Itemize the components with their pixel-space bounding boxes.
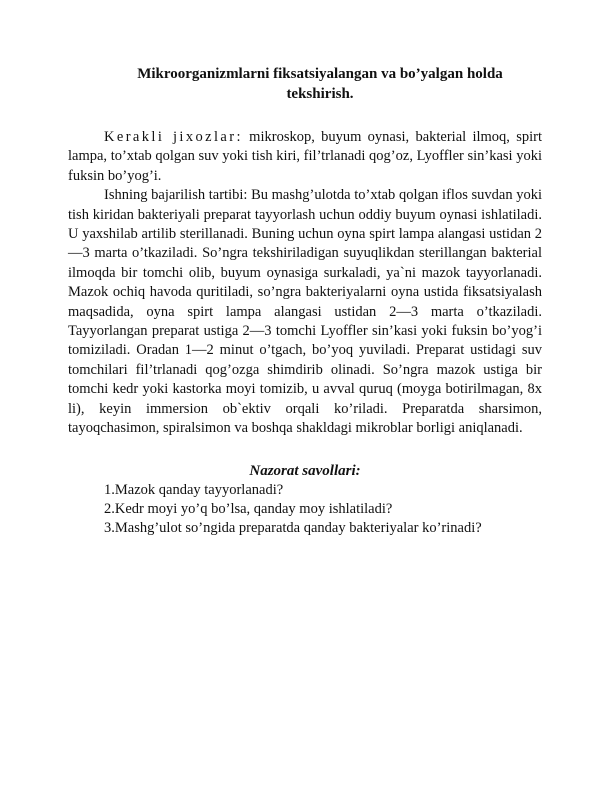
title-line-1: Mikroorganizmlarni fiksatsiyalangan va bo’yalgan holda: [137, 66, 503, 82]
questions-list: [68, 481, 542, 539]
procedure-paragraph: Ishning bajarilish tartibi: Bu mashg’ulotda to’xtab qolgan iflos suvdan yoki tish kiridan bakteriyali preparat tayyorlash uchun oddiy buyum oynasi ishlatiladi. U yaxshilab artilib sterillanadi. Buning uchun oyna spirt lampa alangasi ustidan 2—3 marta o’tkaziladi. So’ngra tekshiriladigan suyuqlikdan sterillangan bakterial ilmoqda bir tomchi olib, buyum oynasiga surkaladi, ya`ni mazok tayyorlanadi. Mazok ochiq havoda quritiladi, so’ngra bakteriyalarni oyna ustida fiksatsiyalash maqsadida, oyna spirt lampa alangasi ustidan 2—3 marta o’tkaziladi. Tayyorlangan preparat ustiga 2—3 tomchi Lyoffler sin’kasi yoki fuksin bo’yog’i tomiziladi. Oradan 1—2 minut o’tgach, bo’yoq yuviladi. Preparat ustidagi suv tomchilari fil’trlanadi qog’ozga shimdirib olinadi. So’ngra mazok ustiga bir tomchi kedr yoki kastorka moyi tomizib, u avval quruq (moyga botirilmagan, 8x li), keyin immersion ob`ektiv orqali ko’riladi. Preparatda sharsimon, tayoqchasimon, spiralsimon va boshqa shakldagi mikroblar borligi aniqlanadi.: [68, 187, 542, 437]
question-item: 3.Mashg’ulot so’ngida preparatda qanday bakteriyalar ko’rinadi?: [104, 520, 482, 537]
document-page: [68, 64, 542, 539]
document-title: [68, 64, 542, 104]
title-line-2: tekshirish.: [286, 86, 354, 102]
materials-label: Kerakli jixozlar:: [104, 129, 243, 145]
materials-text: mikroskop, buyum oynasi, bakterial ilmoq, spirt lampa, to’xtab qolgan suv yoki tish kiri, fil’trlanadi qog’oz, Lyoffler sin’kasi yoki fuksin bo’yog’i.: [68, 129, 542, 184]
questions-heading: Nazorat savollari:: [249, 462, 361, 479]
question-item: 1.Mazok qanday tayyorlanadi?: [104, 481, 284, 498]
materials-paragraph: [68, 128, 542, 186]
question-item: 2.Kedr moyi yo’q bo’lsa, qanday moy ishlatiladi?: [104, 500, 393, 517]
